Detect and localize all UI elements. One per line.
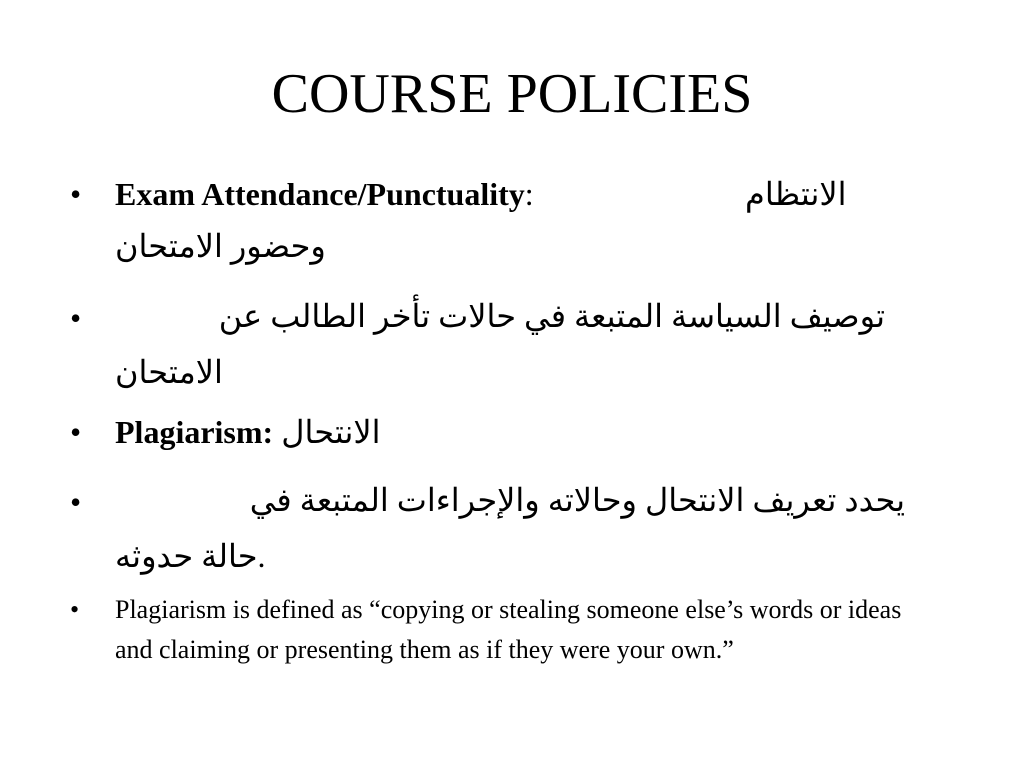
arabic-text-line2: الامتحان	[115, 354, 223, 390]
arabic-text-line2: وحضور الامتحان	[115, 228, 326, 264]
bullet-dot: •	[70, 176, 82, 212]
bullet-content: Plagiarism is defined as “copying or stealing someone else’s words or ideas and claiming or presenting them as if they were your own.”	[115, 595, 902, 664]
bullet-content	[115, 406, 915, 458]
bullet-dot: •	[70, 300, 82, 336]
arabic-text-line1: توصيف السياسة المتبعة في حالات تأخر الطالب عن	[218, 298, 885, 334]
bullet-label: Plagiarism:	[115, 414, 274, 450]
slide-title: COURSE POLICIES	[271, 63, 753, 125]
bullet-dot: •	[70, 484, 82, 520]
bullet-dot: •	[70, 414, 82, 450]
bullet-label: Exam Attendance/Punctuality	[115, 176, 525, 212]
arabic-text-line2: حالة حدوثه.	[115, 538, 266, 574]
arabic-text: الانتحال	[281, 414, 381, 450]
arabic-text-line1: الانتظام	[745, 176, 847, 212]
bullet-dot: •	[70, 595, 80, 624]
bullet-separator: :	[524, 176, 534, 212]
arabic-text-line1: يحدد تعريف الانتحال وحالاته والإجراءات المتبعة في	[249, 482, 905, 518]
bullet-content	[115, 168, 915, 264]
